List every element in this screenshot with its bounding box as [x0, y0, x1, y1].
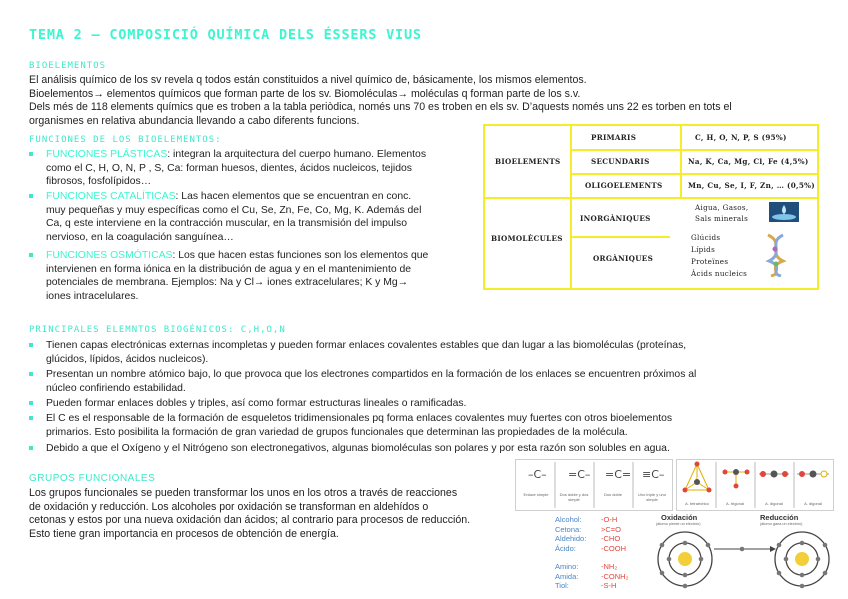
- list-item: [29, 339, 846, 366]
- list-item: [29, 249, 491, 303]
- dna-helix-icon: [763, 233, 789, 277]
- list-item: [29, 397, 846, 411]
- text-line: Debido a que el Oxígeno y el Nitrógeno son electronegativos, algunas biomoléculas son polares y por esta razón son solubles en agua.: [46, 443, 670, 454]
- table-row-value: Na, K, Ca, Mg, Cl, Fe (4,5%): [688, 157, 809, 166]
- bond-caption: Enlace simple: [523, 492, 549, 497]
- group-formula: -O-H: [601, 515, 618, 524]
- bond-caption: Uno triple y uno simple: [637, 492, 666, 502]
- text-line: glúcidos, lípidos, ácidos nucleicos).: [46, 353, 209, 365]
- group-row: [555, 572, 645, 582]
- principales-heading: PRINCIPALES ELEMNTOS BIOGÉNICOS: C,H,O,N: [29, 325, 286, 335]
- table-row-name: PRIMARIS: [591, 133, 637, 142]
- hybrid-caption: A. tetraédrico: [685, 501, 709, 506]
- text-line: : Las hacen elementos que se encuentran en conc.: [175, 191, 412, 202]
- group-name: Amino:: [555, 562, 579, 571]
- oxidation-subtitle: (átomo pierde un electrón): [656, 522, 701, 526]
- list-item: [29, 148, 491, 189]
- hybridization-panel: [676, 459, 834, 511]
- text-line: : Los que hacen estas funciones son los elementos que: [172, 250, 429, 261]
- text-line: como el C, H, O, N, P , S, Ca: forman huesos, dientes, ácidos nucleicos, tejidos: [46, 162, 412, 174]
- reduction-subtitle: (átomo gana un electrón): [760, 522, 803, 526]
- group-formula: >C=O: [601, 524, 622, 534]
- bond-diagram: [516, 460, 672, 510]
- list-item: Àcids nucleics: [691, 269, 748, 278]
- text-line: núcleo confiriendo estabilidad.: [46, 382, 186, 394]
- text-line: primarios. Esto posibilita la formación de gran variedad de grupos funcionales que determinan las propiedades de la molécula.: [46, 426, 628, 438]
- organic-label: ORGÀNIQUES: [593, 254, 654, 263]
- table-divider: [680, 126, 682, 197]
- table-divider: [570, 149, 819, 151]
- bioelements-label: BIOELEMENTS: [495, 157, 561, 166]
- group-row: [555, 515, 645, 525]
- organic-items: [691, 232, 747, 280]
- bullet-icon: [29, 152, 33, 156]
- group-formula: -NH₂: [601, 562, 618, 571]
- text-line: Pueden formar enlaces dobles y triples, así como formar estructuras lineales o ramificadas.: [46, 398, 467, 409]
- text-line: Bioelementos→ elementos químicos que forman parte de los sv. Biomoléculas→ moléculas q forman parte de los s.v.: [29, 87, 581, 100]
- text-line: El C es el responsable de la formación de esqueletos tridimensionales pq forma enlaces covalentes muy fuertes con otros bioelementos: [46, 413, 673, 424]
- svg-text:–C–: –C–: [528, 468, 547, 481]
- group-name: Cetona:: [555, 524, 582, 534]
- group-row: [555, 525, 645, 535]
- text-line: iones intracelulares.: [46, 290, 139, 302]
- group-row: [555, 534, 645, 544]
- hybrid-caption: A. trigonal: [725, 501, 744, 506]
- bullet-icon: [29, 446, 33, 450]
- group-row: [555, 562, 645, 572]
- hybrid-caption: A. digonal: [804, 501, 822, 506]
- list-item: Sals minerals: [695, 214, 749, 223]
- text-line: Ca, q este interviene en la contracción muscular, en la transmisión del impulso: [46, 218, 407, 230]
- text-line: El análisis químico de los sv revela q todos están constituidos a nivel químico de, básicamente, los mismos elementos.: [29, 74, 587, 86]
- text-line: potenciales de membrana. Ejemplos: Na y Cl→ iones extracelulares; K y Mg→: [46, 277, 409, 289]
- bullet-icon: [29, 343, 33, 347]
- list-item: Lípids: [691, 245, 716, 254]
- text-line: fibrosos, fosfolípidos…: [46, 176, 152, 188]
- table-divider: [570, 173, 819, 175]
- text-line: nervioso, en la coagulación sanguínea…: [46, 231, 234, 243]
- page-title: TEMA 2 – COMPOSICIÓ QUÍMICA DELS ÉSSERS VIUS: [29, 27, 422, 43]
- bond-types-panel: [515, 459, 673, 511]
- oxidation-title: Oxidación: [661, 513, 698, 522]
- bioelementos-text: [29, 74, 829, 128]
- bullet-icon: [29, 416, 33, 420]
- funciones-heading: FUNCIONES DE LOS BIOELEMENTOS:: [29, 135, 222, 145]
- bullet-icon: [29, 372, 33, 376]
- bioelements-table: [483, 124, 819, 290]
- svg-text:≡C–: ≡C–: [642, 468, 665, 481]
- group-formula: -S-H: [601, 581, 617, 590]
- group-formula: -CONH₂: [601, 571, 629, 581]
- biomolecules-label: BIOMOLÈCULES: [491, 234, 563, 243]
- bullet-icon: [29, 194, 33, 198]
- grupos-heading: GRUPOS FUNCIONALES: [29, 473, 156, 484]
- group-name: Tiol:: [555, 581, 569, 590]
- funcion-label: FUNCIONES CATALÍTICAS: [46, 191, 176, 202]
- text-line: de oxidación y reducción. Los alcoholes por oxidación se transforman en aldehídos o: [29, 500, 429, 513]
- group-formula: -CHO: [601, 534, 621, 543]
- bond-caption: Dos doble: [603, 492, 622, 497]
- table-divider: [485, 197, 819, 199]
- bullet-icon: [29, 253, 33, 257]
- table-row-value: Mn, Cu, Se, I, F, Zn, … (0,5%): [688, 181, 815, 190]
- redox-diagram: [652, 527, 842, 597]
- text-line: Presentan un nombre atómico bajo, lo que provoca que los electrones compartidos en la formación de los enlaces se encuentren próximos al: [46, 369, 697, 380]
- group-row: [555, 581, 645, 591]
- svg-text:=C–: =C–: [568, 468, 591, 481]
- reduction-title: Reducción: [760, 513, 799, 522]
- inorganic-items: [695, 202, 749, 224]
- water-drop-icon: [769, 202, 799, 222]
- table-row-name: OLIGOELEMENTS: [585, 181, 663, 190]
- group-formula: -COOH: [601, 543, 626, 553]
- text-line: Dels més de 118 elements químics que es troben a la tabla periòdica, només uns 70 es troben en els sv. D’aquests només uns 22 es torben en tots el: [29, 101, 732, 114]
- table-row-value: C, H, O, N, P, S (95%): [695, 133, 787, 142]
- funcion-label: FUNCIONES OSMÓTICAS: [46, 250, 173, 261]
- list-item: [29, 368, 846, 395]
- group-name: Aldehido:: [555, 534, 587, 543]
- table-divider: [570, 236, 670, 238]
- group-row: [555, 544, 645, 554]
- list-item: [29, 442, 846, 456]
- table-row-name: SECUNDARIS: [591, 157, 650, 166]
- inorganic-label: INORGÀNIQUES: [580, 214, 651, 223]
- list-item: [29, 190, 491, 244]
- list-item: [29, 412, 846, 439]
- list-item: Glúcids: [691, 233, 721, 242]
- svg-text:=C=: =C=: [605, 468, 632, 481]
- list-item: Aigua, Gasos,: [695, 203, 749, 212]
- text-line: Los grupos funcionales se pueden transformar los unos en los otros a través de reacciones: [29, 487, 458, 499]
- hybrid-caption: A. digonal: [765, 501, 783, 506]
- group-name: Alcohol:: [555, 515, 582, 524]
- bullet-icon: [29, 401, 33, 405]
- group-name: Ácido:: [555, 543, 576, 553]
- grupos-text: [29, 487, 524, 541]
- text-line: intervienen en forma iónica en la distribución de agua y en el mantenimiento de: [46, 263, 412, 275]
- funcion-label: FUNCIONES PLÁSTICAS: [46, 149, 168, 160]
- text-line: Esto tiene gran importancia en procesos de obtención de energía.: [29, 527, 339, 540]
- text-line: Tienen capas electrónicas externas incompletas y pueden formar enlaces covalentes estables que dan lugar a las biomoléculas (proteínas,: [46, 340, 687, 351]
- bond-caption: Dos doble y dos simple: [559, 492, 589, 502]
- text-line: muy pequeñas y muy específicas como el Cu, Se, Zn, Fe, Co, Mg, K. Además del: [46, 204, 422, 216]
- text-line: cetonas y estos por una nueva oxidación dan ácidos; al contrario para procesos de reducción.: [29, 514, 471, 527]
- text-line: : integran la arquitectura del cuerpo humano. Elementos: [167, 149, 427, 160]
- bioelementos-heading: BIOELEMENTOS: [29, 61, 107, 71]
- text-line: organismes en relativa abundancia llevando a cabo diferents funcions.: [29, 114, 360, 127]
- group-name: Amida:: [555, 571, 579, 581]
- list-item: Proteïnes: [691, 257, 729, 266]
- functional-groups-list: [555, 515, 645, 591]
